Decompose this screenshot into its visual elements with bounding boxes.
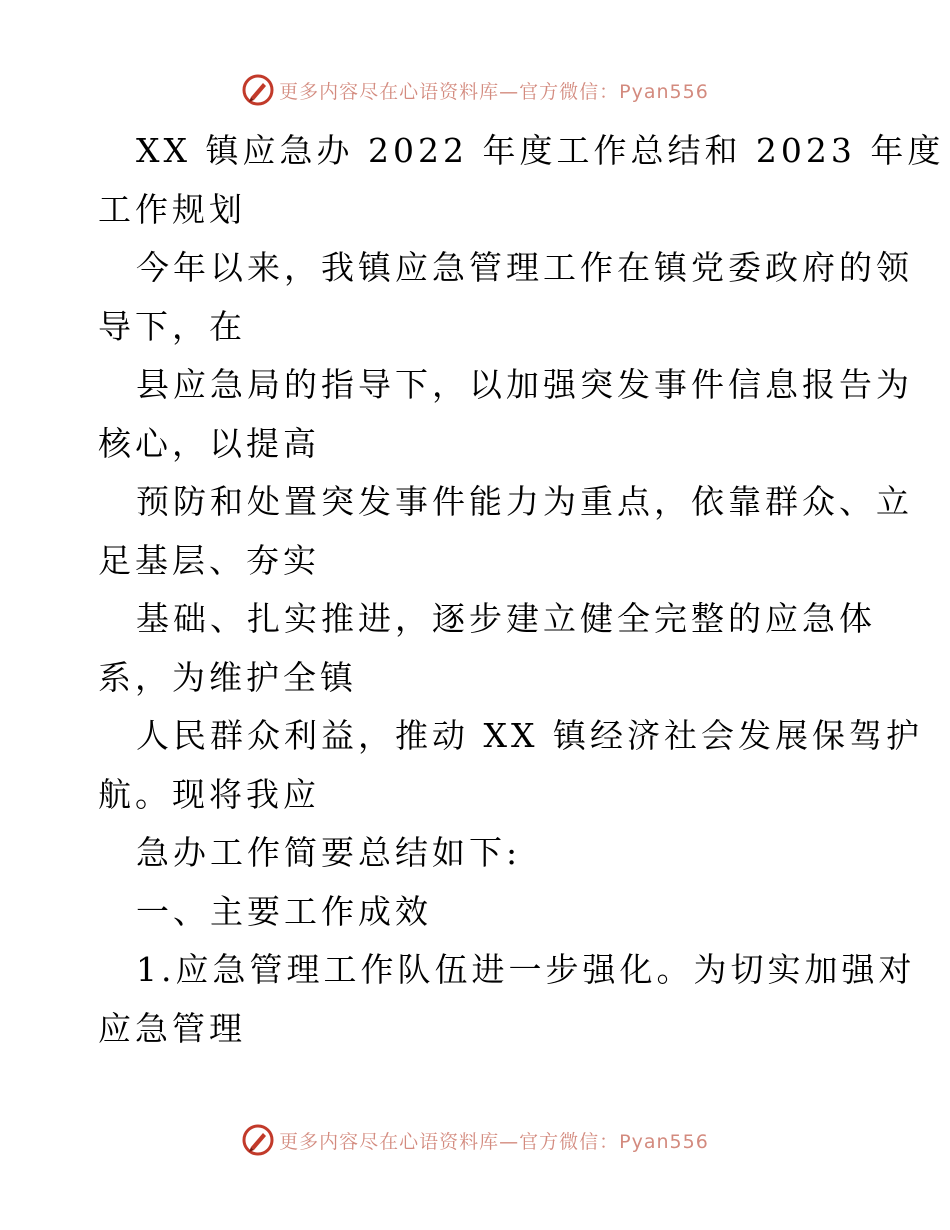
text-line: 核心，以提高 <box>98 423 320 463</box>
text-line: 急办工作简要总结如下: <box>136 833 522 872</box>
text-line: 系，为维护全镇 <box>98 657 357 697</box>
text-line: 航。现将我应 <box>98 774 320 814</box>
watermark-footer <box>0 1120 950 1160</box>
text-line: 导下，在 <box>98 306 246 346</box>
text-line: 1.应急管理工作队伍进一步强化。为切实加强对 <box>136 950 916 989</box>
text-line: XX 镇应急办 2022 年度工作总结和 2023 年度 <box>136 131 945 170</box>
text-line: 工作规划 <box>98 189 246 229</box>
text-line: 一、主要工作成效 <box>136 891 432 931</box>
red-pen-circle-logo-icon <box>241 1123 275 1157</box>
watermark-header <box>0 70 950 110</box>
text-line: 基础、扎实推进，逐步建立健全完整的应急体 <box>136 599 876 638</box>
document-body <box>98 122 945 1058</box>
text-line: 人民群众利益，推动 XX 镇经济社会发展保驾护 <box>136 716 923 755</box>
watermark-text: 更多内容尽在心语资料库—官方微信：Pyan556 <box>279 1130 709 1153</box>
text-line: 今年以来，我镇应急管理工作在镇党委政府的领 <box>136 248 913 287</box>
text-line: 应急管理 <box>98 1008 246 1048</box>
text-line: 县应急局的指导下，以加强突发事件信息报告为 <box>136 365 913 404</box>
red-pen-circle-logo-icon <box>241 73 275 107</box>
text-line: 足基层、夯实 <box>98 540 320 580</box>
watermark-text: 更多内容尽在心语资料库—官方微信：Pyan556 <box>279 80 709 103</box>
text-line: 预防和处置突发事件能力为重点，依靠群众、立 <box>136 482 913 521</box>
